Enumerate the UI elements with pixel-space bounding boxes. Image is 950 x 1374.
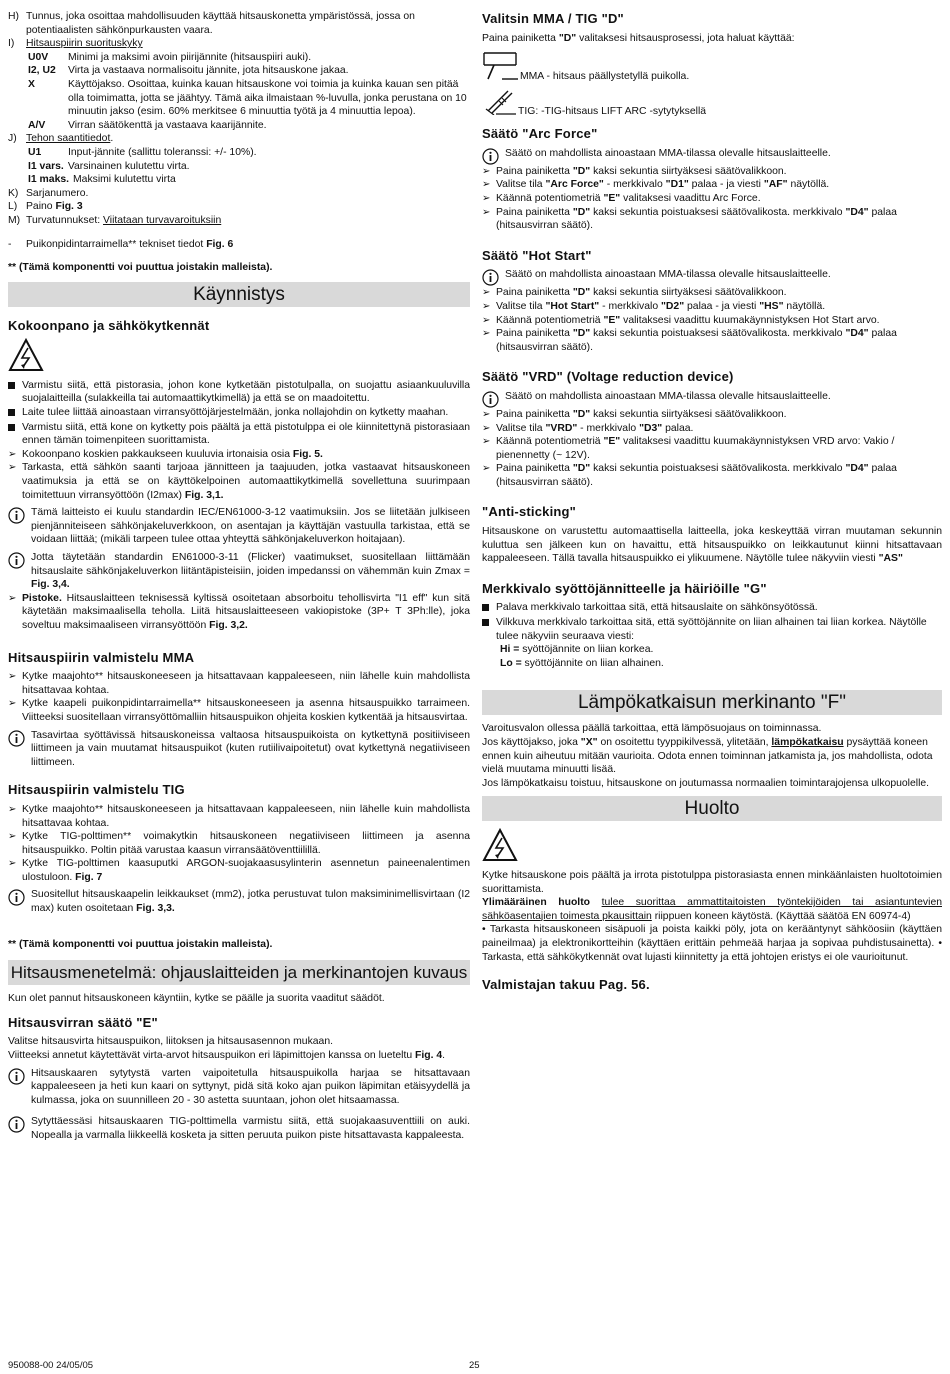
definition-h: H) Tunnus, joka osoittaa mahdollisuuden käyttää hitsauskonetta ympäristössä, jossa on potentiaalisten sähkönpurkausten vaara. [8,11,415,36]
page-number: 25 [469,1360,480,1371]
section-band-lampo: Lämpökatkaisun merkinanto "F" [482,690,942,715]
tig-mode: TIG: -TIG-hitsaus LIFT ARC -sytytyksellä [482,87,942,115]
list-item: Vilkkuva merkkivalo tarkoittaa sitä, että syöttöjännite on liian alhainen tai liian korkea. Näytölle tulee näkyviin seuraava viesti: [482,616,942,643]
section-band-kaynnistys: Käynnistys [8,282,470,307]
info-note: Tasavirtaa syöttävissä hitsauskoneissa valtaosa hitsauspuikoista on kytkettynä positiiviseen liittimeen ja vain muutamat hitsauspuikot (kuten rutiilivaipoitetut) ovat kytkettynä negatiiviseen liittimeen. [8,729,470,770]
warranty-note: Valmistajan takuu Pag. 56. [482,977,650,993]
paragraph: Kytke hitsauskone pois päältä ja irrota pistotulppa pistorasiasta ennen minkäänlaisten huoltotoimien suorittamista. [482,869,942,895]
list-item: ➢ Paina painiketta "D" kaksi sekuntia siirtyäksesi säätövalikkoon. [482,408,787,420]
message-hi: Hi = syöttöjännite on liian korkea. [500,644,654,656]
list-item: ➢ Paina painiketta "D" kaksi sekuntia siirtyäksesi säätövalikkoon. [482,287,787,299]
section-band-hitsausmenetelma: Hitsausmenetelmä: ohjauslaitteiden ja merkinantojen kuvaus [8,960,470,985]
list-item: Varmistu siitä, että pistorasia, johon kone kytketään pistotulpalla, on suojattu asiaankuuluvilla suojalaitteilla (sulakkeilla tai automaattikytkimellä) ja että se on maadoitettu. [8,379,470,406]
info-note: Tämä laitteisto ei kuulu standardin IEC/EN61000-3-12 vaatimuksiin. Jos se liitetään julkiseen pienjänniteiseen sähkönjakeluverkkoon, on asentajan ja käyttäjän vastuulla tarkistaa, että se voidaan liittää; (mikäli tarpeen tulee ottaa yhteyttä sähkönjakeluverkon hoitajaan). [8,506,470,547]
list-item: ➢ Pistoke. Hitsauslaitteen teknisessä kyltissä osoitetaan absorboitu tehollisvirta "I1 eff" kun sitä käytetään maksimaalisella teholla. Liitä hitsauslaitteeseen vakiopistoke (3P+ T 3Ph:lle), joka soveltuu maksimaaliseen virransyöttöön Fig. 3,2. [8,592,470,631]
def-item: I1 maks. Maksimi kulutettu virta [28,174,176,186]
heading-kokoonpano: Kokoonpano ja sähkökytkennät [8,317,210,333]
info-note: Suositellut hitsauskaapelin leikkaukset (mm2), jotka perustuvat tulon maksiminimellisvirtaan (I2 max) kuten osoitetaan Fig. 3,3. [8,888,470,915]
message-lo: Lo = syöttöjännite on liian alhainen. [500,657,664,669]
heading-arc-force: Säätö "Arc Force" [482,126,598,142]
definition-l: L) Paino Fig. 3 [8,201,83,213]
paragraph: Jos käyttöjakso, joka "X" on osoitettu tyyppikilvessä, ylitetään, lämpökatkaisu pysäyttää koneen ennen kuin aiheutuu mitään vaurioita. Odota ennen toiminnan jatkamista ja, jos mahdollista, odota vielä muutama minuutti lisää. [482,737,933,776]
section-band-huolto: Huolto [482,796,942,821]
info-note: Jotta täytetään standardin EN61000-3-11 (Flicker) vaatimukset, suositellaan liittämään hitsauslaite sähkönjakeluverkon liitäntäpisteisiin, joiden impedanssi on vähemmän kuin Zmax = Fig. 3,4. [8,551,470,592]
definition-k: K) Sarjanumero. [8,187,89,199]
component-note: ** (Tämä komponentti voi puuttua joistakin malleista). [8,262,273,274]
paragraph: Valitse hitsausvirta hitsauspuikon, liitoksen ja hitsausasennon mukaan. [8,1036,333,1048]
left-column [8,10,470,1143]
footer-code: 950088-00 24/05/05 [8,1360,94,1371]
list-item: ➢ Käännä potentiometriä "E" valitaksesi vaadittu Arc Force. [482,192,761,204]
info-icon [482,269,499,286]
info-icon [8,507,25,524]
def-item: X Käyttöjakso. Osoittaa, kuinka kauan hitsauskone voi toimia ja kuinka kauan sen pitää olla toimimatta, jotta se jäähtyy. Tämä aika ilmaistaan %-luvulla, jonka perustana on 10 minuutin jakso (esim. 60% merkitsee 6 minuuttia työtä ja 4 minuuttia lepoa). [28,78,467,118]
list-item: ➢ Paina painiketta "D" kaksi sekuntia poistuaksesi säätövalikosta. merkkivalo "D4" palaa (hitsausvirran säätö). [482,206,897,232]
info-note: Säätö on mahdollista ainoastaan MMA-tilassa olevalle hitsauslaitteelle. [482,147,942,165]
component-note: ** (Tämä komponentti voi puuttua joistakin malleista). [8,938,273,950]
def-item: I2, U2 Virta ja vastaava normalisoitu jännite, jota hitsauskone jakaa. [28,65,349,77]
paragraph: Ylimääräinen huolto tulee suorittaa ammattitaitoisten työntekijöiden tai asiantuntevien sähköasentajien toimesta pkausittain riippuen koneen käytöstä. (Käyttää säätöä EN 60974-4) [482,897,942,922]
paragraph: Hitsauskone on varustettu automaattisella laitteella, joka keskeyttää virran muutaman sekunnin kuluttua sen jälkeen kun on havaittu, että hitsauspuikko on leikkautunut kiinni hitsattavaan kappaleeseen. Tällä tavalla hitsauspuikko ei ylikuumene. Näytölle tulee näkyviin viesti "AS" [482,526,942,565]
paragraph: Viitteeksi annetut käytettävät virta-arvot hitsauspuikon eri läpimittojen kanssa on lueteltu Fig. 4. [8,1050,446,1062]
info-note: Säätö on mahdollista ainoastaan MMA-tilassa olevalle hitsauslaitteelle. [482,268,942,286]
list-item: ➢ Valitse tila "Hot Start" - merkkivalo "D2" palaa - ja viesti "HS" näytöllä. [482,300,826,312]
heading-anti-sticking: "Anti-sticking" [482,504,577,520]
heading-vrd: Säätö "VRD" (Voltage reduction device) [482,369,734,385]
info-icon [8,889,25,906]
heading-merkkivalo: Merkkivalo syöttöjännitteelle ja häiriöille "G" [482,580,767,596]
info-icon [8,1116,25,1133]
intro-text: Kun olet pannut hitsauskoneen käyntiin, kytke se päälle ja suorita vaaditut säädöt. [8,993,385,1005]
heading-virta: Hitsausvirran säätö "E" [8,1014,158,1030]
paragraph: Varoitusvalon ollessa päällä tarkoittaa, että lämpösuojaus on toiminnassa. [482,723,822,735]
paragraph: Paina painiketta "D" valitaksesi hitsausprosessi, jota haluat käyttää: [482,32,795,44]
paragraph: • Tarkasta hitsauskoneen sisäpuoli ja poista kaikki pöly, jota on kerääntynyt sähköosiin (käyttäen paineilmaa) ja elektronikortteihin (käyttäen erittäin pehmeää harjaa ja sopivaa puhdistusainetta). • Tarkasta, että sähkökytkennät ovat lujasti kiinnitetty ja että johtojen eristys ei ole vaurioitunut. [482,924,942,963]
mma-electrode-icon [482,51,518,81]
safety-link[interactable]: Viitataan turvavaroituksiin [103,214,222,226]
heading-tig: Hitsauspiirin valmistelu TIG [8,782,185,798]
electric-warning-icon [482,828,942,867]
info-note: Säätö on mahdollista ainoastaan MMA-tilassa olevalle hitsauslaitteelle. [482,390,942,408]
info-icon [8,552,25,569]
list-item: ➢ Tarkasta, että sähkön saanti tarjoaa jännitteen ja taajuuden, jotka vastaavat hitsauskoneen vaatimuksia ja että se on käyttökelpoinen automaattikytkimellä sovellettuna suurimpaan toimitettuun virransyöttöön (I2max) Fig. 3,1. [8,462,470,501]
def-item: U0V Minimi ja maksimi avoin piirijännite (hitsauspiiri auki). [28,51,312,63]
list-item: ➢ Valitse tila "VRD" - merkkivalo "D3" palaa. [482,422,694,434]
info-icon [8,730,25,747]
def-item: I1 vars. Varsinainen kulutettu virta. [28,160,190,172]
mma-mode: MMA - hitsaus päällystetyllä puikolla. [482,51,942,81]
list-item: ➢ Kytke maajohto** hitsauskoneeseen ja hitsattavaan kappaleeseen, niin lähelle kuin mahdollista hitsattavaa kohtaa. [8,671,470,696]
list-item: ➢ Paina painiketta "D" kaksi sekuntia poistuaksesi säätövalikosta. merkkivalo "D4" palaa (hitsausvirran säätö). [482,463,897,488]
info-icon [482,148,499,165]
right-column [482,10,942,998]
dash-item: - Puikonpidintarraimella** tekniset tiedot Fig. 6 [8,238,234,250]
list-item: Laite tulee liittää ainoastaan virransyöttöjärjestelmään, jonka nollajohdin on kytketty maahan. [8,406,470,421]
list-item: Varmistu siitä, että kone on kytketty pois päältä ja että pistotulppa ei ole kiinnitettynä pistorasiaan ennen tämän toimenpiteen suorittamista. [8,421,470,448]
list-item: ➢ Kytke kaapeli puikonpidintarraimella** hitsauskoneeseen ja asenna hitsauspuikko tarraimeen. Viitteeksi suositellaan virransyöttömalliin hitsauspuikon ohjeita koskien kytkentää ja hitsausvirtaa. [8,698,470,723]
list-item: Palava merkkivalo tarkoittaa sitä, että hitsauslaite on sähkönsyötössä. [482,601,942,616]
list-item: ➢ Kytke TIG-polttimen kaasuputki ARGON-suojakaasusylinterin asennetun paineenalentimen ulostuloon. Fig. 7 [8,858,470,883]
definition-m: M) Turvatunnukset: Viitataan turvavaroituksiin [8,214,222,226]
heading-hot-start: Säätö "Hot Start" [482,247,592,263]
heading-valitsin: Valitsin MMA / TIG "D" [482,11,624,26]
definition-i: I) Hitsauspiirin suorituskyky [8,38,143,50]
list-item: ➢ Kytke maajohto** hitsauskoneeseen ja hitsattavaan kappaleeseen, niin lähelle kuin mahdollista hitsattavaa kohtaa. [8,803,470,829]
info-note: Sytyttäessäsi hitsauskaaren TIG-polttimella varmistu siitä, että suojakaasuventtiili on auki. Nopealla ja varmalla liikkeellä kosketa ja sitten peruuta puikon piste hitsattavasta kappaleesta. [8,1115,470,1142]
list-item: ➢ Käännä potentiometriä "E" valitaksesi vaadittu kuumakäynnistyksen VRD arvo: Vakio / pienennetty (~ 12V). [482,436,895,461]
list-item: ➢ Käännä potentiometriä "E" valitaksesi vaadittu kuumakäynnistyksen Hot Start arvo. [482,314,880,326]
def-item: U1 Input-jännite (sallittu toleranssi: +/- 10%). [28,146,257,158]
paragraph: Jos lämpökatkaisu toistuu, hitsauskone on joutumassa normaalien toimintarajojensa ulkopuolelle. [482,777,930,789]
heading-mma: Hitsauspiirin valmistelu MMA [8,649,195,665]
list-item: ➢ Paina painiketta "D" kaksi sekuntia poistuaksesi säätövalikosta. merkkivalo "D4" palaa (hitsausvirran säätö). [482,328,897,353]
info-note: Hitsauskaaren sytytystä varten vaipoitetulla hitsauspuikolla harjaa se hitsattavaan kappaleeseen ja heti kun kaari on syttynyt, pidä sitä koko ajan puikon läpimitan etäisyydellä ja kulmassa, joka on suunnilleen 20 - 30 astetta suuntaan, johon olet hitsaamassa. [8,1067,470,1108]
list-item: ➢ Kokoonpano koskien pakkaukseen kuuluvia irtonaisia osia Fig. 5. [8,448,323,460]
info-icon [482,391,499,408]
info-icon [8,1068,25,1085]
definition-j: J) Tehon saantitiedot. [8,133,114,145]
tig-torch-icon [482,87,516,115]
list-item: ➢ Valitse tila "Arc Force" - merkkivalo "D1" palaa - ja viesti "AF" näytöllä. [482,179,830,191]
list-item: ➢ Paina painiketta "D" kaksi sekuntia siirtyäksesi säätövalikkoon. [482,165,787,177]
def-item: A/V Virran säätökenttä ja vastaava kaarijännite. [28,119,267,131]
list-item: ➢ Kytke TIG-polttimen** voimakytkin hitsauskoneen negatiiviseen liittimeen ja asenna hitsauspuikko. Poltin pitää varustaa kaasun virransäätöventtiilillä. [8,831,470,856]
electric-warning-icon [8,338,470,377]
